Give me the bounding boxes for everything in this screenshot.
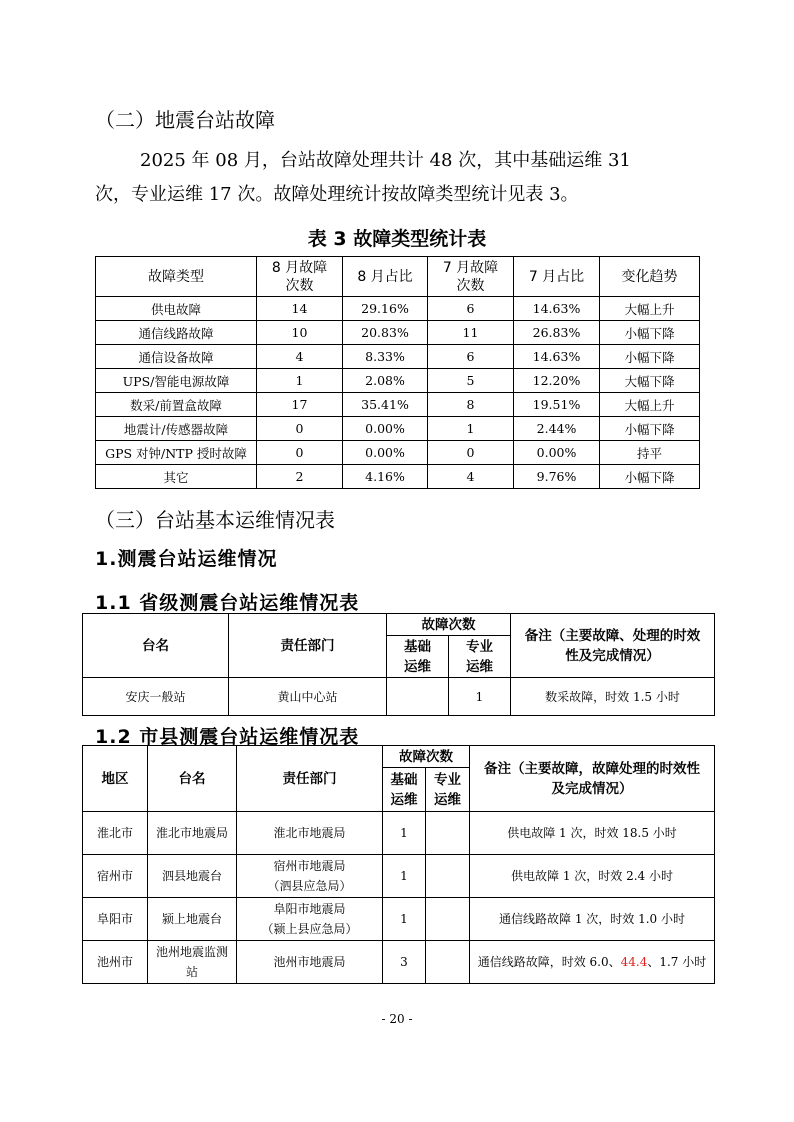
- header-remark-line2: 及完成情况）: [551, 780, 633, 797]
- cell-fault-type: UPS/智能电源故障: [96, 369, 257, 393]
- header-remark-line1: 备注（主要故障、处理的时效: [524, 627, 701, 644]
- cell-jul-ratio: 0.00%: [514, 441, 600, 465]
- table-row: [96, 465, 700, 489]
- cell-aug-ratio: 0.00%: [343, 441, 428, 465]
- fault-type-table: [95, 256, 700, 489]
- table-row: [96, 393, 700, 417]
- cell-remark: [470, 812, 715, 855]
- header-region: 地区: [83, 746, 148, 812]
- cell-jul-ratio: 9.76%: [514, 465, 600, 489]
- cell-pro-count: [426, 855, 470, 898]
- cell-trend: 大幅上升: [600, 393, 700, 417]
- cell-jul-ratio: 14.63%: [514, 297, 600, 321]
- region-text: 阜阳市: [96, 912, 133, 926]
- cell-aug-ratio: 29.16%: [343, 297, 428, 321]
- cell-remark: [470, 898, 715, 941]
- cell-aug-count: 1: [257, 369, 343, 393]
- cell-station-name: [148, 855, 237, 898]
- region-text: 池州市: [96, 955, 133, 969]
- header-aug-count-line1: 8 月故障: [271, 259, 328, 276]
- header-responsible-dept: 责任部门: [229, 614, 387, 678]
- header-basic-line1: 基础: [404, 638, 431, 655]
- table-row: [83, 855, 715, 898]
- header-remark: [511, 614, 715, 678]
- table-row: [83, 678, 715, 716]
- cell-aug-count: 0: [257, 441, 343, 465]
- cell-jul-count: 8: [428, 393, 514, 417]
- dept-line2: （颍上县应急局）: [261, 922, 358, 936]
- remark-text: 通信线路故障，时效 6.0、: [477, 955, 621, 969]
- dept-line1: 宿州市地震局: [273, 859, 346, 873]
- heading-county-table: 1.2 市县测震台站运维情况表: [95, 726, 360, 748]
- county-station-table: [82, 745, 715, 984]
- cell-jul-count: 5: [428, 369, 514, 393]
- cell-fault-type: 其它: [96, 465, 257, 489]
- cell-jul-count: 11: [428, 321, 514, 345]
- header-fault-count: 故障次数: [387, 614, 511, 636]
- header-remark: [470, 746, 715, 812]
- cell-basic-count: [383, 855, 426, 898]
- header-jul-count: [428, 257, 514, 297]
- table-row: [96, 345, 700, 369]
- cell-station-name: [148, 812, 237, 855]
- cell-pro-count: 1: [449, 678, 511, 716]
- header-aug-ratio: 8 月占比: [343, 257, 428, 297]
- cell-responsible-dept: [237, 941, 383, 984]
- header-fault-count: 故障次数: [383, 746, 470, 768]
- cell-jul-ratio: 14.63%: [514, 345, 600, 369]
- cell-trend: 小幅下降: [600, 321, 700, 345]
- station-name-line1: 池州地震监测: [155, 945, 228, 959]
- cell-trend: 小幅下降: [600, 345, 700, 369]
- header-jul-count-line2: 次数: [456, 277, 485, 294]
- cell-pro-count: [426, 812, 470, 855]
- header-basic-line2: 运维: [404, 658, 431, 675]
- cell-aug-ratio: 8.33%: [343, 345, 428, 369]
- cell-remark: 数采故障，时效 1.5 小时: [511, 678, 715, 716]
- cell-trend: 大幅下降: [600, 369, 700, 393]
- remark-text: 供电故障 1 次，时效 18.5 小时: [507, 826, 677, 840]
- section-title-fault: （二）地震台站故障: [95, 108, 275, 132]
- header-station-name: 台名: [148, 746, 237, 812]
- remark-text: 通信线路故障 1 次，时效 1.0 小时: [499, 912, 685, 926]
- table-row: [83, 941, 715, 984]
- table-row: [96, 441, 700, 465]
- cell-jul-count: 1: [428, 417, 514, 441]
- cell-aug-ratio: 20.83%: [343, 321, 428, 345]
- cell-jul-count: 6: [428, 345, 514, 369]
- table-row: [96, 297, 700, 321]
- heading-seismic-stations: 1.测震台站运维情况: [95, 548, 278, 570]
- page-number: - 20 -: [381, 1012, 413, 1026]
- cell-station-name: [148, 941, 237, 984]
- cell-station-name: 安庆一般站: [83, 678, 229, 716]
- dept-line1: 阜阳市地震局: [273, 902, 346, 916]
- header-aug-count-line2: 次数: [285, 277, 314, 294]
- basic-count-text: 1: [400, 826, 408, 840]
- cell-fault-type: 通信线路故障: [96, 321, 257, 345]
- cell-trend: 小幅下降: [600, 417, 700, 441]
- basic-count-text: 3: [400, 955, 408, 969]
- cell-region: [83, 812, 148, 855]
- header-basic-maint: [387, 636, 449, 678]
- station-name-line1: 泗县地震台: [161, 869, 222, 883]
- cell-aug-count: 10: [257, 321, 343, 345]
- cell-remark: [470, 941, 715, 984]
- header-pro-maint: [449, 636, 511, 678]
- cell-aug-ratio: 0.00%: [343, 417, 428, 441]
- cell-trend: 大幅上升: [600, 297, 700, 321]
- cell-basic-count: [387, 678, 449, 716]
- header-station-name: 台名: [83, 614, 229, 678]
- header-responsible-dept: 责任部门: [237, 746, 383, 812]
- header-remark-line2: 性及完成情况）: [565, 647, 660, 664]
- header-pro-line1: 专业: [434, 771, 461, 788]
- header-pro-line2: 运维: [466, 658, 493, 675]
- cell-region: [83, 941, 148, 984]
- paragraph-line-2: 次，专业运维 17 次。故障处理统计按故障类型统计见表 3。: [95, 184, 579, 205]
- cell-jul-count: 6: [428, 297, 514, 321]
- table-row: [83, 898, 715, 941]
- table-row: [96, 417, 700, 441]
- cell-basic-count: [383, 812, 426, 855]
- cell-basic-count: [383, 941, 426, 984]
- basic-count-text: 1: [400, 869, 408, 883]
- cell-jul-ratio: 12.20%: [514, 369, 600, 393]
- dept-line2: （泗县应急局）: [267, 879, 352, 893]
- cell-fault-type: 通信设备故障: [96, 345, 257, 369]
- cell-remark: [470, 855, 715, 898]
- cell-jul-ratio: 2.44%: [514, 417, 600, 441]
- cell-fault-type: 供电故障: [96, 297, 257, 321]
- table-row: [96, 321, 700, 345]
- cell-aug-ratio: 35.41%: [343, 393, 428, 417]
- heading-provincial-table: 1.1 省级测震台站运维情况表: [95, 592, 360, 614]
- cell-aug-count: 0: [257, 417, 343, 441]
- cell-station-name: [148, 898, 237, 941]
- cell-aug-ratio: 2.08%: [343, 369, 428, 393]
- header-basic-line1: 基础: [390, 771, 418, 788]
- dept-line1: 淮北市地震局: [273, 826, 346, 840]
- table-row: [83, 812, 715, 855]
- cell-jul-count: 0: [428, 441, 514, 465]
- header-pro-line2: 运维: [434, 791, 461, 808]
- basic-count-text: 1: [400, 912, 408, 926]
- table-row: [96, 369, 700, 393]
- paragraph-line-1: 2025 年 08 月，台站故障处理共计 48 次，其中基础运维 31: [140, 150, 631, 171]
- section-title-maintenance: （三）台站基本运维情况表: [95, 508, 335, 532]
- station-name-line1: 颍上地震台: [161, 912, 222, 926]
- cell-fault-type: 地震计/传感器故障: [96, 417, 257, 441]
- remark-highlight: 44.4: [620, 955, 648, 969]
- cell-pro-count: [426, 898, 470, 941]
- station-name-line2: 站: [185, 965, 198, 979]
- header-remark-line1: 备注（主要故障，故障处理的时效性: [484, 760, 700, 777]
- cell-jul-count: 4: [428, 465, 514, 489]
- header-aug-count: [257, 257, 343, 297]
- header-fault-type: 故障类型: [96, 257, 257, 297]
- cell-basic-count: [383, 898, 426, 941]
- cell-pro-count: [426, 941, 470, 984]
- cell-responsible-dept: [237, 898, 383, 941]
- cell-fault-type: GPS 对钟/NTP 授时故障: [96, 441, 257, 465]
- header-basic-maint: [383, 768, 426, 812]
- cell-jul-ratio: 19.51%: [514, 393, 600, 417]
- cell-aug-count: 14: [257, 297, 343, 321]
- region-text: 宿州市: [96, 869, 133, 883]
- header-basic-line2: 运维: [390, 791, 418, 808]
- cell-aug-ratio: 4.16%: [343, 465, 428, 489]
- header-trend: 变化趋势: [600, 257, 700, 297]
- cell-region: [83, 898, 148, 941]
- station-name-line1: 淮北市地震局: [155, 826, 228, 840]
- header-jul-ratio: 7 月占比: [514, 257, 600, 297]
- cell-aug-count: 4: [257, 345, 343, 369]
- table3-caption: 表 3 故障类型统计表: [307, 228, 487, 250]
- provincial-station-table: [82, 613, 715, 716]
- cell-region: [83, 855, 148, 898]
- header-pro-line1: 专业: [466, 638, 493, 655]
- cell-jul-ratio: 26.83%: [514, 321, 600, 345]
- cell-responsible-dept: 黄山中心站: [229, 678, 387, 716]
- cell-fault-type: 数采/前置盒故障: [96, 393, 257, 417]
- remark-text-tail: 、1.7 小时: [647, 955, 707, 969]
- cell-aug-count: 17: [257, 393, 343, 417]
- header-jul-count-line1: 7 月故障: [442, 259, 499, 276]
- cell-trend: 小幅下降: [600, 465, 700, 489]
- cell-responsible-dept: [237, 855, 383, 898]
- remark-text: 供电故障 1 次，时效 2.4 小时: [511, 869, 673, 883]
- cell-trend: 持平: [600, 441, 700, 465]
- cell-aug-count: 2: [257, 465, 343, 489]
- dept-line1: 池州市地震局: [273, 955, 346, 969]
- header-pro-maint: [426, 768, 470, 812]
- table3-header-row: [96, 257, 700, 297]
- region-text: 淮北市: [96, 826, 133, 840]
- cell-responsible-dept: [237, 812, 383, 855]
